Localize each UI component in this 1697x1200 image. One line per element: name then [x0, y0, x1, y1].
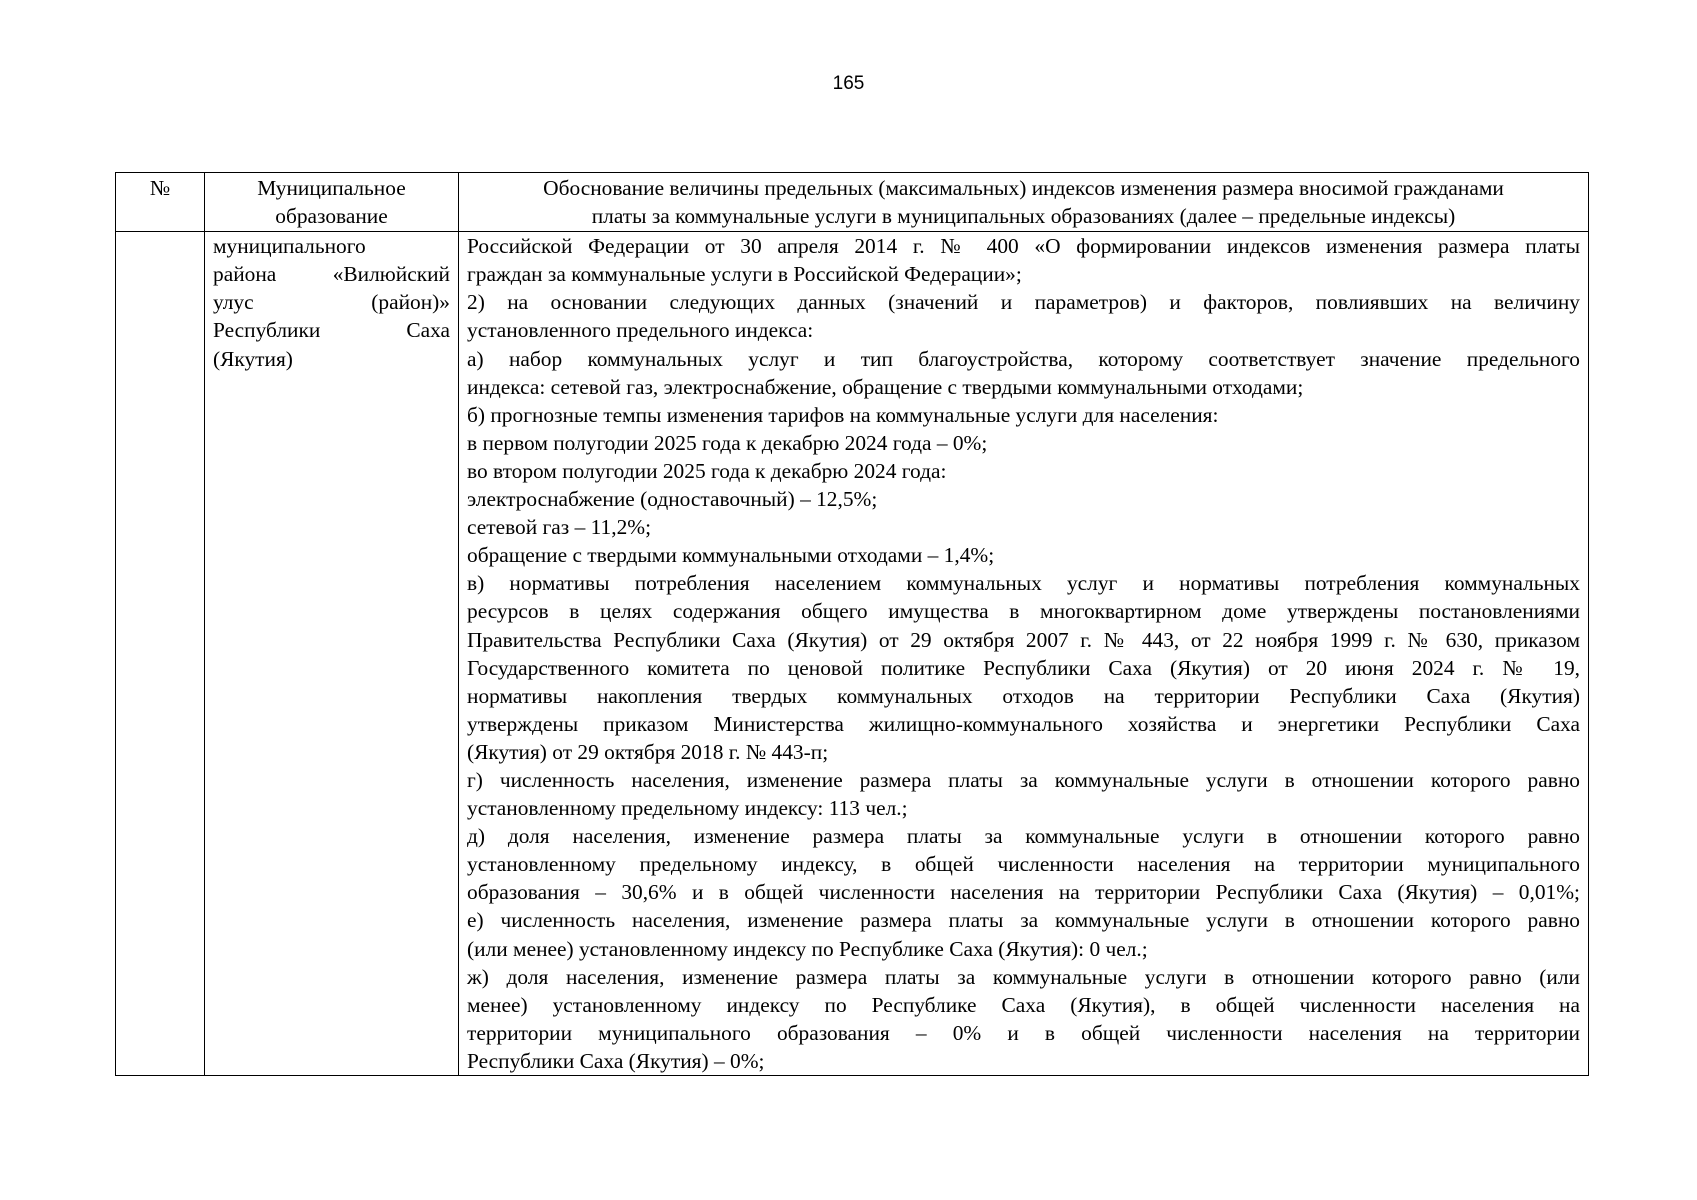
- header-justification: [459, 173, 1589, 232]
- justification-line: г) численность населения, изменение размера платы за коммунальные услуги в отношении которого равно: [467, 767, 1580, 792]
- cell-municipality: [205, 232, 459, 1076]
- page-number: 165: [832, 73, 865, 94]
- header-municipality: [205, 173, 459, 232]
- table-header: [116, 173, 1589, 232]
- justification-line: Республики Саха (Якутия) – 0%;: [467, 1048, 765, 1073]
- cell-justification: [459, 232, 1589, 1076]
- table-row: [116, 232, 1589, 1076]
- justification-line: ресурсов в целях содержания общего имущества в многоквартирном доме утверждены постановлениями: [467, 599, 1580, 624]
- justification-line: д) доля населения, изменение размера платы за коммунальные услуги в отношении которого равно: [467, 824, 1580, 849]
- justification-line: 2) на основании следующих данных (значений и параметров) и факторов, повлиявших на величину: [467, 290, 1580, 315]
- header-number: №: [116, 173, 205, 232]
- justification-line: е) численность населения, изменение размера платы за коммунальные услуги в отношении которого равно: [467, 908, 1580, 933]
- justification-line: граждан за коммунальные услуги в Российской Федерации»;: [467, 262, 1022, 287]
- header-municipality-line: образование: [275, 204, 388, 229]
- header-row: [116, 173, 1589, 232]
- header-municipality-line: Муниципальное: [257, 176, 406, 200]
- header-justification-line: платы за коммунальные услуги в муниципальных образованиях (далее – предельные индексы): [591, 204, 1456, 229]
- justification-text: [467, 232, 1580, 1075]
- municipality-line: улус (район)»: [213, 290, 450, 315]
- justification-line: б) прогнозные темпы изменения тарифов на коммунальные услуги для населения:: [467, 402, 1219, 427]
- justification-line: а) набор коммунальных услуг и тип благоустройства, которому соответствует значение предельного: [467, 346, 1580, 371]
- justification-line: индекса: сетевой газ, электроснабжение, обращение с твердыми коммунальными отходами;: [467, 374, 1304, 399]
- justification-line: в) нормативы потребления населением коммунальных услуг и нормативы потребления коммунальных: [467, 571, 1580, 596]
- justification-line: образования – 30,6% и в общей численности населения на территории Республики Саха (Якутия) – 0,01%;: [467, 880, 1580, 905]
- justification-table: [115, 172, 1589, 1076]
- justification-line: обращение с твердыми коммунальными отходами – 1,4%;: [467, 543, 995, 568]
- justification-line: Российской Федерации от 30 апреля 2014 г. № 400 «О формировании индексов изменения размера платы: [467, 234, 1580, 259]
- justification-line: (Якутия) от 29 октября 2018 г. № 443-п;: [467, 739, 829, 764]
- justification-line: установленному предельному индексу: 113 чел.;: [467, 796, 908, 821]
- justification-line: сетевой газ – 11,2%;: [467, 515, 652, 540]
- justification-line: установленному предельному индексу, в общей численности населения на территории муниципального: [467, 852, 1580, 877]
- municipality-line: муниципального: [213, 234, 366, 259]
- justification-line: в первом полугодии 2025 года к декабрю 2024 года – 0%;: [467, 430, 988, 455]
- justification-line: территории муниципального образования – 0% и в общей численности населения на территории: [467, 1020, 1580, 1045]
- justification-line: во втором полугодии 2025 года к декабрю 2024 года:: [467, 458, 947, 483]
- cell-number: [116, 232, 205, 1076]
- justification-line: установленного предельного индекса:: [467, 318, 814, 343]
- municipality-line: Республики Саха: [213, 318, 450, 343]
- header-justification-line: Обоснование величины предельных (максимальных) индексов изменения размера вносимой гражданами: [543, 176, 1504, 200]
- justification-line: ж) доля населения, изменение размера платы за коммунальные услуги в отношении которого равно (или: [467, 964, 1580, 989]
- justification-line: (или менее) установленному индексу по Республике Саха (Якутия): 0 чел.;: [467, 936, 1148, 961]
- justification-line: менее) установленному индексу по Республике Саха (Якутия), в общей численности населения на: [467, 992, 1580, 1017]
- municipality-line: (Якутия): [213, 346, 293, 371]
- municipality-line: района «Вилюйский: [213, 262, 450, 287]
- table-body: [116, 232, 1589, 1076]
- justification-line: Правительства Республики Саха (Якутия) от 29 октября 2007 г. № 443, от 22 ноября 1999 г. № 630, приказом: [467, 627, 1580, 652]
- justification-line: нормативы накопления твердых коммунальных отходов на территории Республики Саха (Якутия): [467, 683, 1580, 708]
- justification-line: Государственного комитета по ценовой политике Республики Саха (Якутия) от 20 июня 2024 г. № 19,: [467, 655, 1580, 680]
- justification-line: электроснабжение (одноставочный) – 12,5%;: [467, 487, 878, 512]
- justification-line: утверждены приказом Министерства жилищно-коммунального хозяйства и энергетики Республики Саха: [467, 711, 1580, 736]
